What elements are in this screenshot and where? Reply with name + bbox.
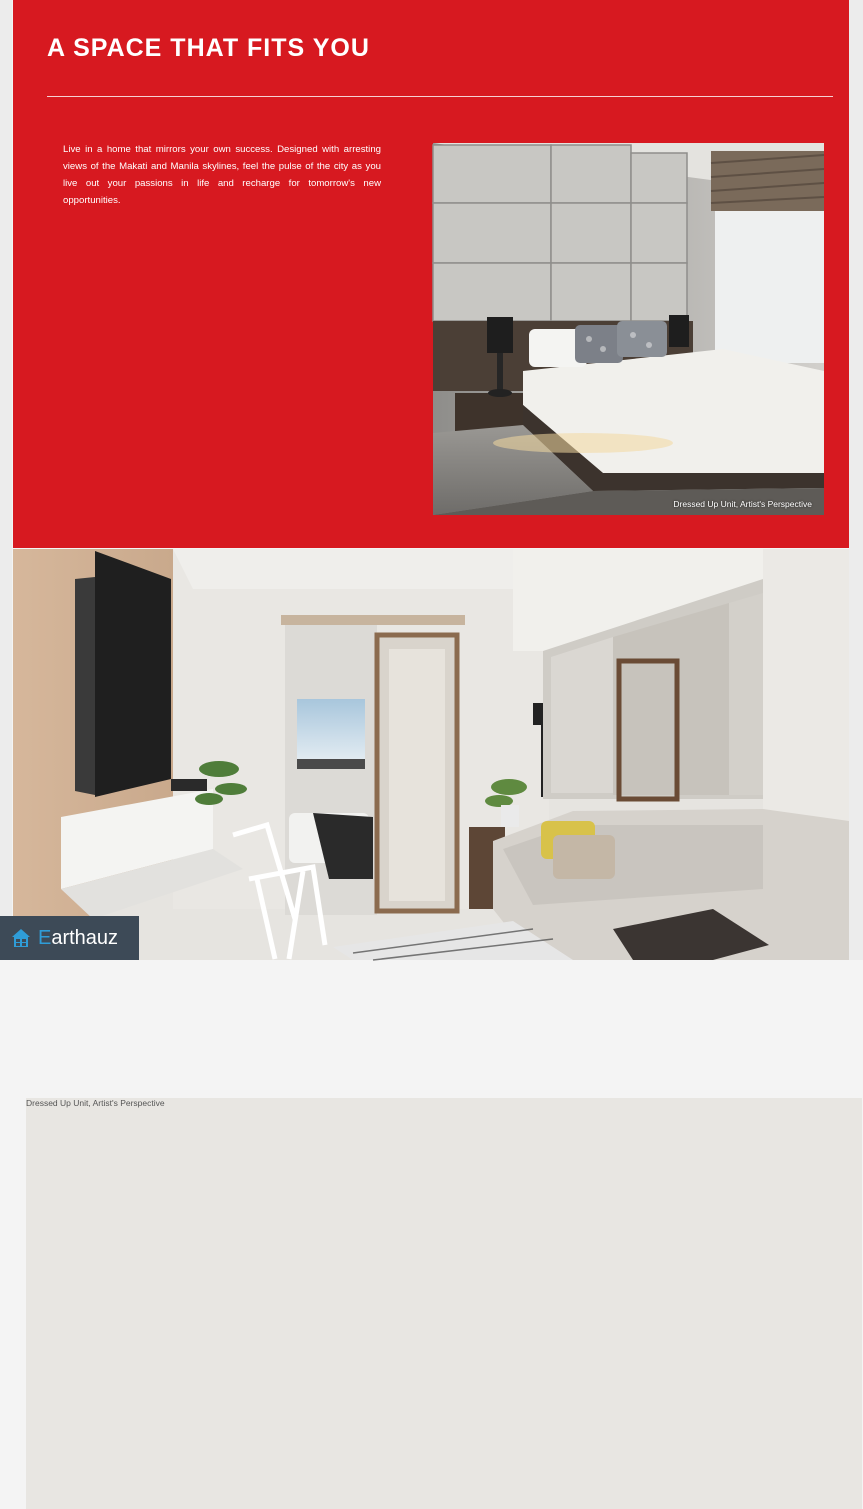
intro-paragraph: Live in a home that mirrors your own success. Designed with arresting views of the Makati and Manila skylines, feel the pulse of the city as you live out your passions in life and recharge for tomorrow's new opportunities.	[63, 144, 381, 206]
intro-panel	[13, 0, 849, 548]
bedroom-caption: Dressed Up Unit, Artist's Perspective	[673, 499, 812, 509]
bedroom-illustration	[433, 143, 824, 515]
living-room-illustration	[13, 549, 849, 960]
page-margin-left	[0, 0, 12, 960]
bedroom-render	[433, 143, 824, 515]
living-room-render	[13, 549, 849, 1108]
earthauz-logo	[0, 916, 139, 960]
logo-rest: arthauz	[51, 926, 119, 949]
page-margin-right	[849, 0, 863, 960]
title-divider	[47, 96, 833, 97]
page-title: A SPACE THAT FITS YOU	[47, 34, 370, 62]
logo-wordmark	[38, 927, 118, 950]
logo-initial: E	[38, 926, 52, 949]
house-grid-icon	[10, 927, 32, 949]
living-room-caption: Dressed Up Unit, Artist's Perspective	[26, 1098, 862, 1509]
